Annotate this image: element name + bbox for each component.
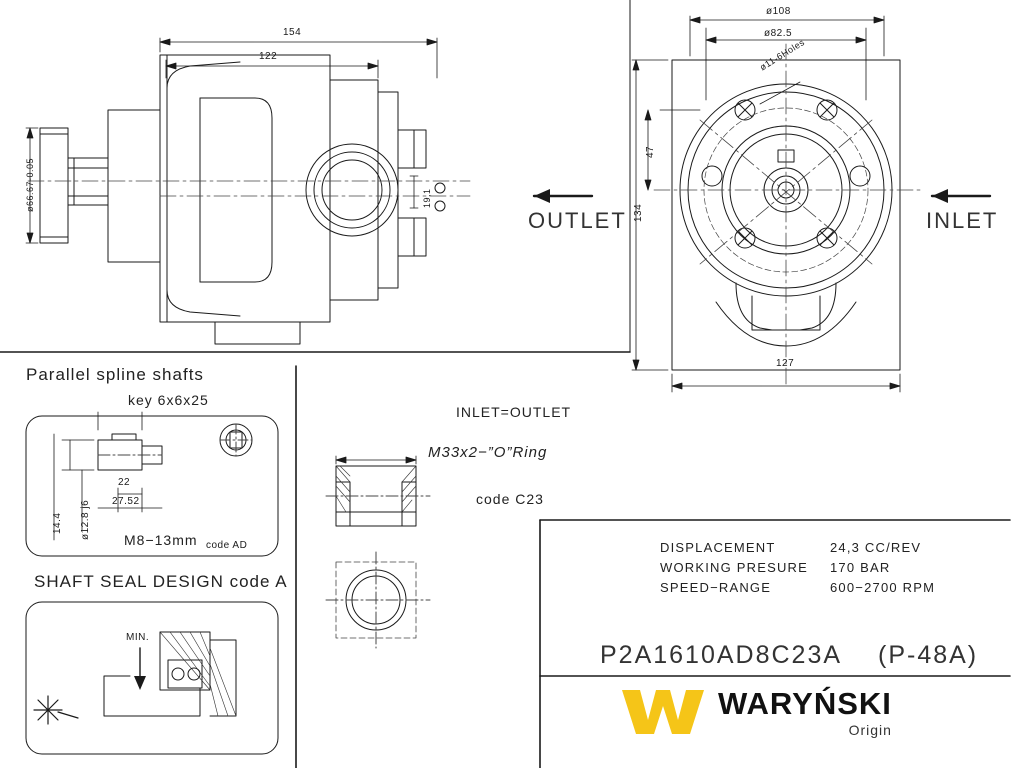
- brand-text: [718, 685, 892, 738]
- spline-dim-c: 22: [118, 477, 131, 488]
- warynski-w-icon: [620, 686, 706, 738]
- inlet-arrow: [932, 189, 990, 203]
- spec-value: 24,3 CC/REV: [830, 540, 922, 555]
- spline-dim-a: 14.4: [52, 512, 63, 534]
- spec-name: WORKING PRESURE: [660, 560, 809, 576]
- spline-code: code AD: [206, 540, 248, 551]
- brand-subtitle: Origin: [848, 721, 892, 738]
- spline-dim-b: ø12.8 j6: [80, 499, 91, 540]
- dim-bolt-circle-inner: ø82.5: [764, 28, 793, 39]
- spec-value: 170 BAR: [830, 560, 891, 576]
- inlet-label: INLET: [926, 208, 999, 233]
- spec-name: DISPLACEMENT: [660, 540, 776, 555]
- port-code: code C23: [476, 491, 544, 507]
- part-number: P2A1610AD8C23A: [600, 641, 843, 669]
- port-title: INLET=OUTLET: [456, 404, 572, 420]
- spec-name: SPEED−RANGE: [660, 580, 772, 596]
- dim-width-total: 127: [776, 358, 795, 369]
- seal-detail: [26, 602, 278, 754]
- part-number-alt: (P-48A): [878, 641, 979, 669]
- dim-height-total: 134: [633, 203, 644, 222]
- dim-port-small: 19,1: [422, 188, 432, 208]
- outlet-arrow: [534, 189, 592, 203]
- dim-overall-length: 154: [283, 27, 302, 38]
- spline-dim-d: 27.52: [112, 496, 140, 507]
- dim-bolt-circle-outer: ø108: [766, 6, 791, 17]
- spline-key: key 6x6x25: [128, 392, 209, 408]
- side-view: [40, 55, 445, 344]
- table-row: [660, 538, 980, 558]
- brand-logo: [620, 686, 892, 738]
- dim-height-half: 47: [645, 145, 656, 158]
- outlet-label: OUTLET: [528, 208, 627, 233]
- dim-body-length: 122: [259, 51, 278, 62]
- seal-title: SHAFT SEAL DESIGN code A: [34, 572, 288, 591]
- port-detail: [326, 456, 430, 648]
- dim-flange-diameter: ø66.67-0.05: [25, 157, 35, 212]
- table-row: [660, 558, 980, 578]
- spline-title: Parallel spline shafts: [26, 365, 204, 384]
- brand-name: WARYŃSKI: [718, 685, 892, 721]
- spec-value: 600−2700 RPM: [830, 580, 936, 596]
- port-thread: M33x2−”O”Ring: [428, 444, 548, 461]
- spline-thread: M8−13mm: [124, 532, 198, 548]
- seal-min-label: MIN.: [126, 632, 150, 643]
- table-row: [660, 578, 980, 598]
- dim-holes: ø11-6Holes: [758, 37, 807, 73]
- specs-table: [660, 538, 980, 598]
